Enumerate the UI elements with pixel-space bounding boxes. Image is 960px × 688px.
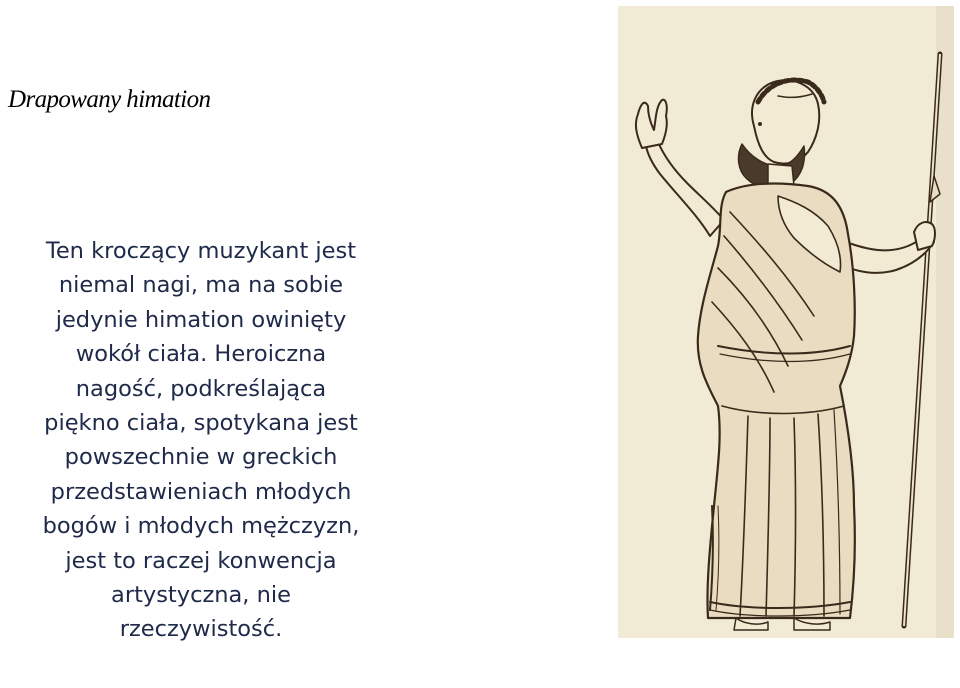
staff-hand bbox=[914, 222, 935, 250]
body-paragraph bbox=[0, 234, 402, 647]
body-line: nagość, podkreślająca bbox=[75, 375, 327, 402]
body-line: niemal nagi, ma na sobie bbox=[58, 272, 344, 299]
body-line: powszechnie w greckich bbox=[64, 444, 338, 471]
body-line: wokół ciała. Heroiczna bbox=[75, 341, 327, 368]
body-line: przedstawieniach młodych bbox=[50, 478, 352, 505]
body-line: piękno ciała, spotykana jest bbox=[44, 410, 358, 437]
body-line: bogów i młodych mężczyzn, bbox=[42, 513, 360, 540]
body-line: artystyczna, nie bbox=[111, 582, 291, 609]
slide-title: Drapowany himation bbox=[8, 86, 211, 113]
body-line: Ten kroczący muzykant jest bbox=[45, 238, 357, 264]
eye bbox=[758, 122, 762, 126]
body-line: jest to raczej konwencja bbox=[65, 547, 337, 574]
body-line: rzeczywistość. bbox=[119, 616, 283, 643]
body-line: jedynie himation owinięty bbox=[55, 306, 347, 333]
himation-figure-illustration bbox=[618, 6, 954, 638]
figure-drawing bbox=[618, 6, 954, 638]
